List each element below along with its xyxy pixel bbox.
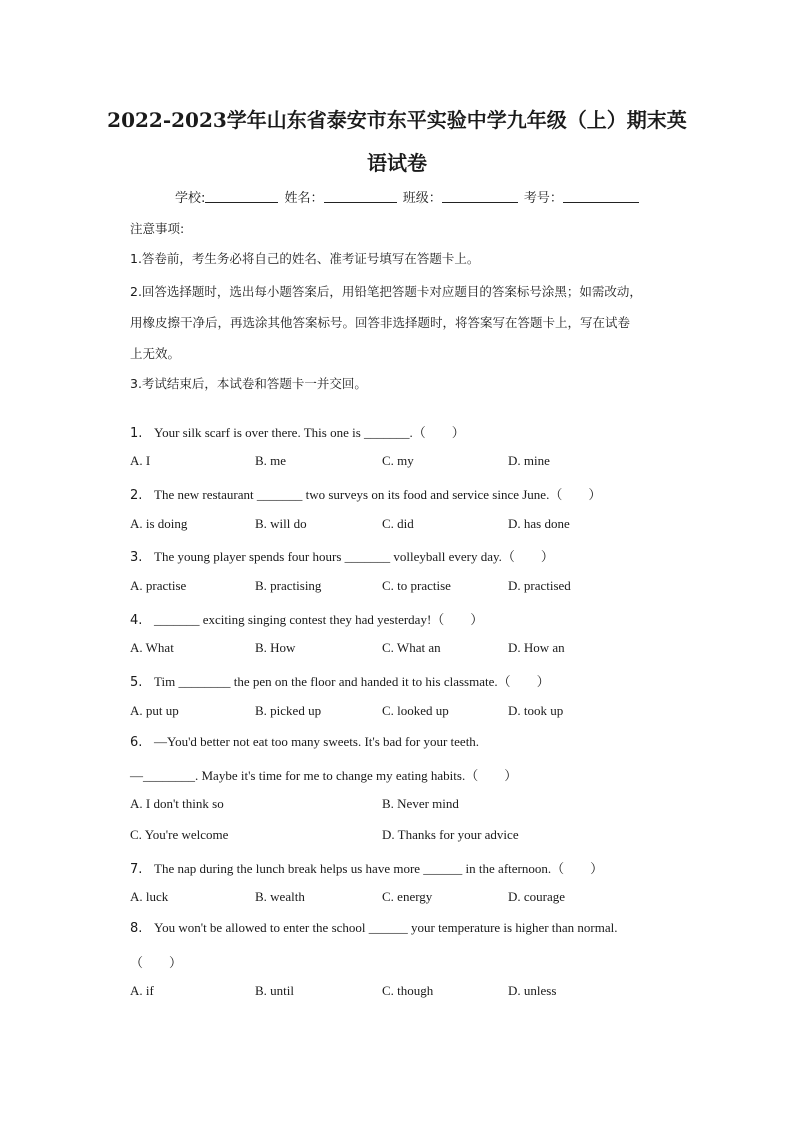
question-3	[130, 546, 554, 565]
q8-option-c[interactable]: C. though	[382, 983, 434, 998]
question-7	[130, 858, 603, 877]
q7-option-a[interactable]: A. luck	[130, 889, 169, 904]
exam-no-label: 考号：	[523, 191, 563, 206]
question-4	[130, 609, 483, 628]
question-text: The new restaurant _______ two surveys on its food and service since June.（ ）	[154, 487, 602, 502]
q7-option-c[interactable]: C. energy	[382, 889, 433, 904]
name-blank[interactable]	[324, 190, 397, 203]
note-2c: 上无效。	[130, 346, 181, 361]
class-blank[interactable]	[442, 190, 518, 203]
exam-title-line2: 语试卷	[367, 151, 427, 175]
note-2b: 用橡皮擦干净后，再选涂其他答案标号。回答非选择题时，将答案写在答题卡上，写在试卷	[130, 315, 631, 330]
school-label: 学校:	[175, 191, 206, 206]
q2-option-d[interactable]: D. has done	[508, 516, 570, 531]
exam-no-blank[interactable]	[563, 190, 639, 203]
question-text: Your silk scarf is over there. This one is _______.（ ）	[154, 425, 465, 440]
question-text: —You'd better not eat too many sweets. It's bad for your teeth.	[154, 734, 480, 749]
question-number: 7.	[130, 862, 143, 877]
question-text: The young player spends four hours _______ volleyball every day.（ ）	[154, 549, 554, 564]
q8-option-b[interactable]: B. until	[255, 983, 295, 998]
q1-option-d[interactable]: D. mine	[508, 453, 550, 468]
notes-heading: 注意事项:	[130, 221, 185, 236]
q8-option-d[interactable]: D. unless	[508, 983, 557, 998]
q5-option-b[interactable]: B. picked up	[255, 703, 322, 718]
q2-option-a[interactable]: A. is doing	[130, 516, 188, 531]
q2-option-c[interactable]: C. did	[382, 516, 414, 531]
q2-option-b[interactable]: B. will do	[255, 516, 307, 531]
q8-option-a[interactable]: A. if	[130, 983, 154, 998]
q4-option-b[interactable]: B. How	[255, 640, 296, 655]
q5-option-d[interactable]: D. took up	[508, 703, 564, 718]
q1-option-c[interactable]: C. my	[382, 453, 414, 468]
q4-option-c[interactable]: C. What an	[382, 640, 441, 655]
question-number: 3.	[130, 550, 143, 565]
q5-option-a[interactable]: A. put up	[130, 703, 179, 718]
question-number: 4.	[130, 613, 143, 628]
q3-option-c[interactable]: C. to practise	[382, 578, 451, 593]
class-label: 班级：	[402, 191, 442, 206]
question-6	[130, 734, 479, 750]
q4-option-d[interactable]: D. How an	[508, 640, 565, 655]
question-8-line2: （ ）	[130, 955, 183, 970]
q6-option-d[interactable]: D. Thanks for your advice	[382, 827, 519, 842]
q6-option-a[interactable]: A. I don't think so	[130, 796, 224, 811]
question-number: 8.	[130, 921, 143, 936]
q3-option-b[interactable]: B. practising	[255, 578, 322, 593]
q6-option-b[interactable]: B. Never mind	[382, 796, 459, 811]
note-3: 3.考试结束后，本试卷和答题卡一并交回。	[130, 376, 367, 391]
question-2	[130, 484, 601, 503]
q7-option-d[interactable]: D. courage	[508, 889, 566, 904]
question-number: 1.	[130, 426, 143, 441]
question-text: The nap during the lunch break helps us have more ______ in the afternoon.（ ）	[154, 861, 604, 876]
q1-option-b[interactable]: B. me	[255, 453, 287, 468]
question-5	[130, 671, 550, 690]
q6-option-c[interactable]: C. You're welcome	[130, 827, 229, 842]
exam-title-line1: 2022-2023学年山东省泰安市东平实验中学九年级（上）期末英	[107, 108, 687, 132]
question-text: Tim ________ the pen on the floor and handed it to his classmate.（ ）	[154, 674, 550, 689]
student-info-row	[175, 187, 641, 206]
question-1	[130, 422, 465, 441]
school-blank[interactable]	[205, 190, 278, 203]
question-number: 2.	[130, 488, 143, 503]
question-6-line2: —________. Maybe it's time for me to change my eating habits.（ ）	[130, 768, 518, 783]
q5-option-c[interactable]: C. looked up	[382, 703, 449, 718]
q7-option-b[interactable]: B. wealth	[255, 889, 305, 904]
q1-option-a[interactable]: A. I	[130, 453, 151, 468]
question-8	[130, 920, 618, 936]
name-label: 姓名：	[284, 191, 324, 206]
q3-option-d[interactable]: D. practised	[508, 578, 571, 593]
question-number: 5.	[130, 675, 143, 690]
note-2a: 2.回答选择题时，选出每小题答案后，用铅笔把答题卡对应题目的答案标号涂黑；如需改动，	[130, 284, 642, 299]
question-number: 6.	[130, 735, 143, 750]
q4-option-a[interactable]: A. What	[130, 640, 174, 655]
note-1: 1.答卷前，考生务必将自己的姓名、准考证号填写在答题卡上。	[130, 251, 480, 266]
question-text: _______ exciting singing contest they had yesterday!（ ）	[154, 612, 484, 627]
question-text: You won't be allowed to enter the school ______ your temperature is higher than normal.	[154, 920, 618, 935]
q3-option-a[interactable]: A. practise	[130, 578, 187, 593]
